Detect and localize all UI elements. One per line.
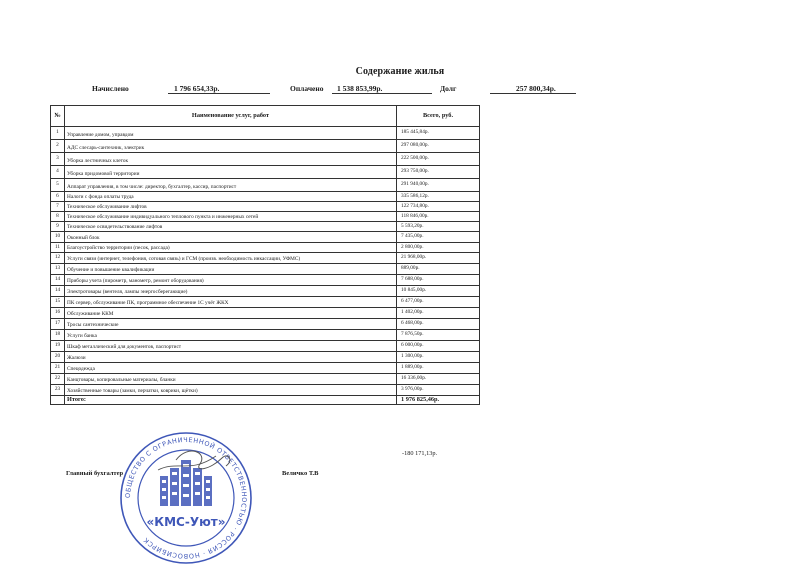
table-row	[51, 374, 480, 385]
row-amount: 3 976,00р.	[397, 385, 480, 396]
row-name: Жалюзи	[65, 352, 397, 363]
row-name: Хозяйственные товары (замки, перчатки, коврики, щётки)	[65, 385, 397, 396]
table-row	[51, 140, 480, 153]
row-amount: 6 000,00р.	[397, 341, 480, 352]
row-num: 12	[51, 253, 65, 264]
total-label: Итого:	[65, 396, 397, 405]
row-amount: 10 845,00р.	[397, 286, 480, 297]
row-name: Аппарат управления, в том числе: директор, бухгалтер, кассир, паспортист	[65, 179, 397, 192]
row-num: 13	[51, 264, 65, 275]
total-num-cell	[51, 396, 65, 405]
row-amount: 291 940,00р.	[397, 179, 480, 192]
row-name: Приборы учета (пирометр, манометр, ремонт оборудования)	[65, 275, 397, 286]
row-num: 22	[51, 374, 65, 385]
row-amount: 185 445,84р.	[397, 127, 480, 140]
row-amount: 293 750,00р.	[397, 166, 480, 179]
accrued-underline	[168, 93, 270, 94]
row-name: Налоги с фонда оплаты труда	[65, 192, 397, 202]
row-name: Электротовары (вентеля, лампы энергосберегающие)	[65, 286, 397, 297]
row-num: 7	[51, 202, 65, 212]
row-name: Техническое обслуживание лифтов	[65, 202, 397, 212]
row-amount: 297 080,00р.	[397, 140, 480, 153]
row-amount: 7 688,00р.	[397, 275, 480, 286]
total-value: 1 976 825,46р.	[397, 396, 480, 405]
table-header-row	[51, 106, 480, 127]
row-num: 4	[51, 166, 65, 179]
row-amount: 222 500,00р.	[397, 153, 480, 166]
table-row	[51, 308, 480, 319]
table-row	[51, 286, 480, 297]
table-row	[51, 179, 480, 192]
row-num: 21	[51, 363, 65, 374]
signature-role: Главный бухгалтер	[66, 470, 124, 477]
row-name: Шкаф металлический для документов, паспортист	[65, 341, 397, 352]
row-name: АДС слесарь-сантехник, электрик	[65, 140, 397, 153]
row-num: 9	[51, 222, 65, 232]
row-amount: 7 876,50р.	[397, 330, 480, 341]
accrued-label: Начислено	[92, 84, 129, 93]
table-row	[51, 212, 480, 222]
row-amount: 7 435,00р.	[397, 232, 480, 243]
row-amount: 122 734,80р.	[397, 202, 480, 212]
row-num: 20	[51, 352, 65, 363]
table-row	[51, 275, 480, 286]
row-num: 1	[51, 127, 65, 140]
table-row	[51, 232, 480, 243]
paid-underline	[332, 93, 432, 94]
debt-value: 257 800,34р.	[516, 84, 556, 93]
signature-name: Величко Т.В	[282, 470, 319, 477]
table-row	[51, 166, 480, 179]
row-amount: 1 300,00р.	[397, 352, 480, 363]
header-num: №	[51, 106, 65, 127]
table-row	[51, 127, 480, 140]
table-row	[51, 192, 480, 202]
services-table	[50, 105, 480, 405]
document-title: Содержание жилья	[355, 66, 445, 77]
row-name: Управление домом, управдом	[65, 127, 397, 140]
row-name: Спецодежда	[65, 363, 397, 374]
row-name: Техническое обслуживание индивидуального теплового пункта и инженерных сетей	[65, 212, 397, 222]
row-num: 3	[51, 153, 65, 166]
row-name: Уборка лестничных клеток	[65, 153, 397, 166]
row-num: 15	[51, 297, 65, 308]
row-num: 11	[51, 243, 65, 253]
row-name: Обучение и повышение квалификации	[65, 264, 397, 275]
row-num: 14	[51, 286, 65, 297]
row-name: Уборка придомовой территории	[65, 166, 397, 179]
difference-value: -180 171,13р.	[402, 450, 438, 457]
row-name: Услуги связи (интернет, телефония, сотовая связь) и ГСМ (произв. необходимость инкассации, УФМС)	[65, 253, 397, 264]
row-name: Услуги банка	[65, 330, 397, 341]
row-amount: 1 402,00р.	[397, 308, 480, 319]
row-amount: 889,00р.	[397, 264, 480, 275]
row-num: 23	[51, 385, 65, 396]
row-name: Тросы сантехнические	[65, 319, 397, 330]
debt-underline	[490, 93, 576, 94]
table-row	[51, 297, 480, 308]
row-name: ПК сервер, обслуживание ПК, программное обеспечение 1С учёт ЖКХ	[65, 297, 397, 308]
stamp-ring-text: ОБЩЕСТВО С ОГРАНИЧЕННОЙ ОТВЕТСТВЕННОСТЬЮ · РОССИЯ · НОВОСИБИРСК	[123, 435, 249, 561]
paid-label: Оплачено	[290, 84, 324, 93]
table-row	[51, 264, 480, 275]
row-num: 16	[51, 308, 65, 319]
table-row	[51, 253, 480, 264]
row-name: Канцтовары, копировальные материалы, бланки	[65, 374, 397, 385]
accrued-value: 1 796 654,33р.	[174, 84, 220, 93]
row-num: 8	[51, 212, 65, 222]
row-name: Обслуживание ККМ	[65, 308, 397, 319]
row-num: 18	[51, 330, 65, 341]
table-row	[51, 352, 480, 363]
table-row	[51, 363, 480, 374]
row-num: 6	[51, 192, 65, 202]
table-row	[51, 330, 480, 341]
header-name: Наименование услуг, работ	[65, 106, 397, 127]
row-amount: 6 468,00р.	[397, 319, 480, 330]
debt-label: Долг	[440, 84, 457, 93]
row-amount: 118 846,00р.	[397, 212, 480, 222]
stamp-center-text: «КМС-Уют»	[146, 515, 226, 529]
table-row	[51, 243, 480, 253]
row-name: Оконный блок	[65, 232, 397, 243]
table-row	[51, 222, 480, 232]
row-num: 10	[51, 232, 65, 243]
row-amount: 16 336,00р.	[397, 374, 480, 385]
row-num: 19	[51, 341, 65, 352]
row-name: Техническое освидетельствование лифтов	[65, 222, 397, 232]
header-total: Всего, руб.	[397, 106, 480, 127]
table-row	[51, 202, 480, 212]
row-amount: 1 889,00р.	[397, 363, 480, 374]
table-row	[51, 385, 480, 396]
row-amount: 5 593,20р.	[397, 222, 480, 232]
row-num: 5	[51, 179, 65, 192]
row-amount: 21 968,00р.	[397, 253, 480, 264]
row-name: Благоустройство территории (песок, рассада)	[65, 243, 397, 253]
row-num: 17	[51, 319, 65, 330]
row-amount: 2 800,00р.	[397, 243, 480, 253]
row-num: 2	[51, 140, 65, 153]
paid-value: 1 538 853,99р.	[337, 84, 383, 93]
row-amount: 335 586,12р.	[397, 192, 480, 202]
company-stamp	[118, 430, 254, 566]
table-body	[51, 127, 480, 396]
row-num: 14	[51, 275, 65, 286]
table-row	[51, 319, 480, 330]
table-row	[51, 341, 480, 352]
table-row	[51, 153, 480, 166]
total-row	[51, 396, 480, 405]
row-amount: 6 477,00р.	[397, 297, 480, 308]
